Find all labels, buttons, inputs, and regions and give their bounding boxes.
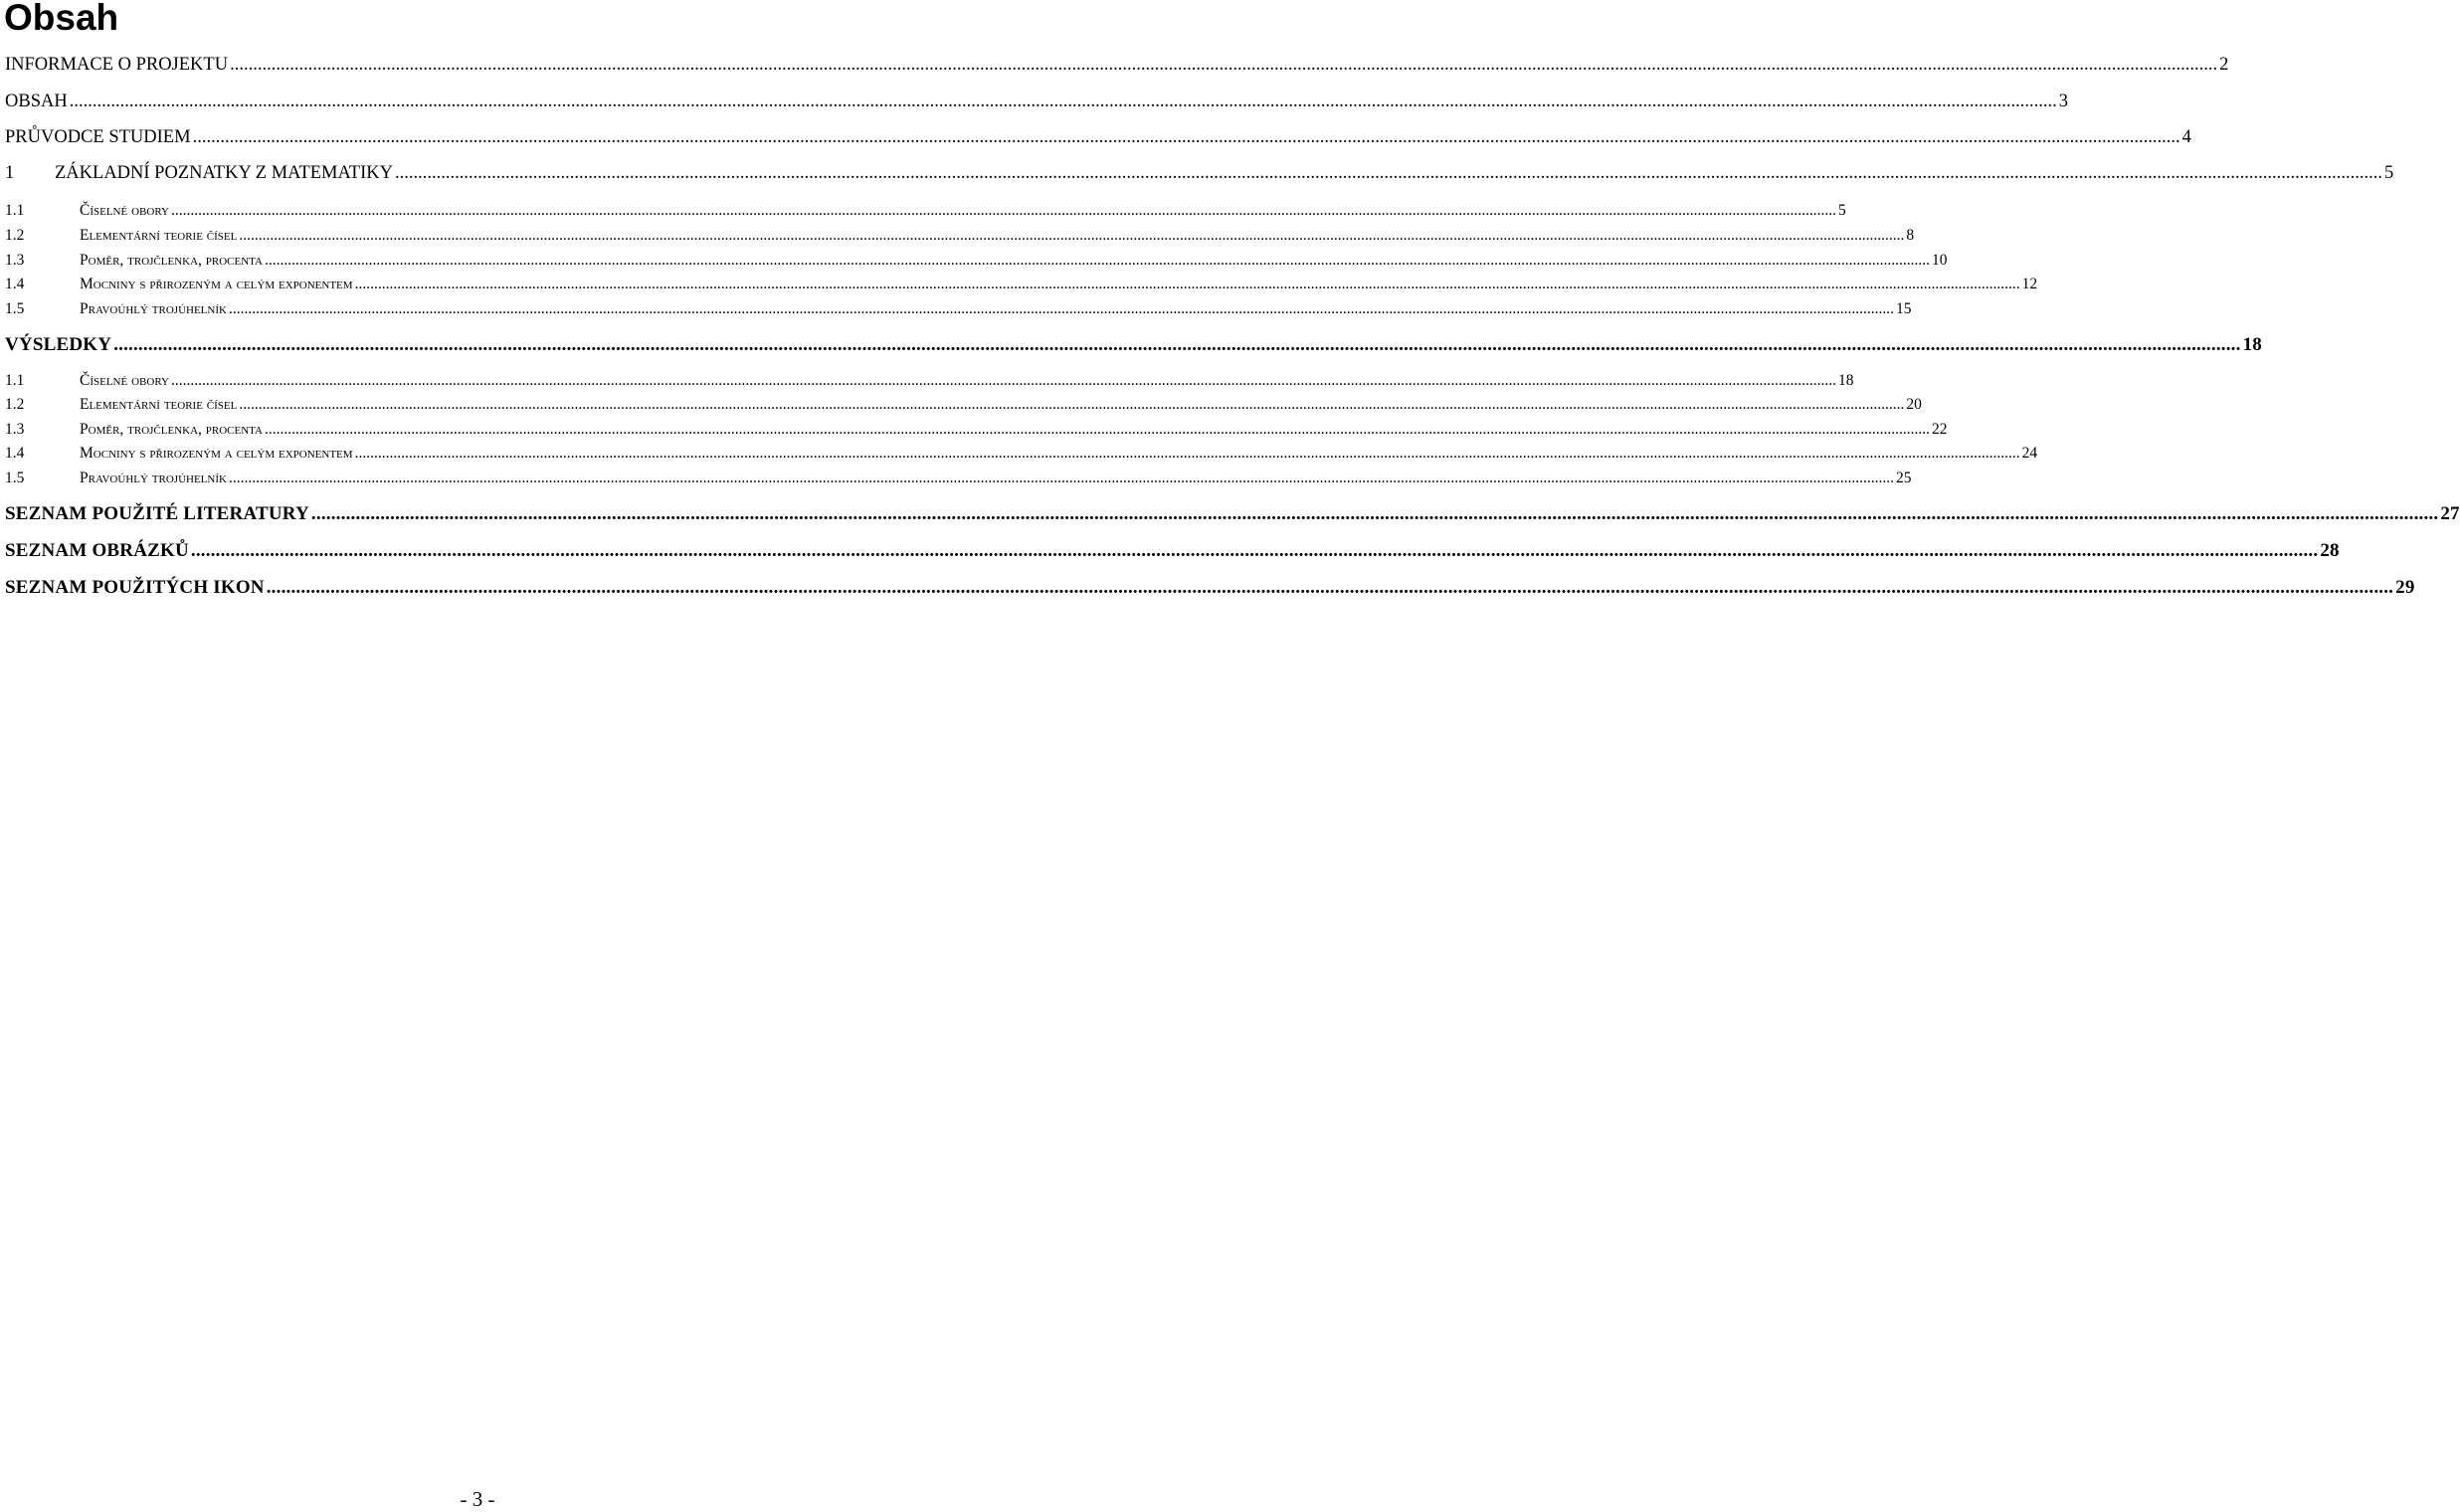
toc-entry-number: 1.1 <box>5 202 25 219</box>
toc-entry-number: 1.3 <box>5 421 25 438</box>
toc-page-number: 12 <box>2021 276 2038 292</box>
toc-leader-dots <box>113 334 2240 356</box>
toc-entry-chapter-1[interactable] <box>5 163 2394 184</box>
toc-page-number: 15 <box>1895 300 1912 317</box>
toc-leader-dots <box>229 300 1894 318</box>
toc-entry-number: 1.5 <box>5 470 25 486</box>
toc-leader-dots <box>171 372 1836 390</box>
toc-entry-label: Číselné obory <box>80 202 169 219</box>
toc-entry-label: Číselné obory <box>80 372 169 389</box>
toc-leader-dots <box>355 276 2020 293</box>
toc-page-number: 8 <box>1906 227 1915 244</box>
toc-entry-vysledky-1-1[interactable] <box>5 372 1854 390</box>
toc-page-number: 5 <box>2384 163 2394 183</box>
toc-entry-label: Pravoúhlý trojúhelník <box>80 470 227 486</box>
toc-entry-1-3[interactable] <box>5 252 1948 270</box>
toc-entry-number: 1.4 <box>5 445 25 462</box>
toc-entry-number: 1 <box>5 163 15 183</box>
toc-entry-ikony[interactable] <box>5 577 2415 599</box>
toc-entry-pruvodce[interactable] <box>5 127 2191 148</box>
toc-leader-dots <box>230 55 2217 76</box>
toc-leader-dots <box>355 445 2020 463</box>
toc-leader-dots <box>395 163 2382 184</box>
toc-entry-1-5[interactable] <box>5 300 1912 318</box>
toc-leader-dots <box>239 227 1904 245</box>
toc-leader-dots <box>311 503 2438 525</box>
toc-entry-vysledky-1-3[interactable] <box>5 421 1948 439</box>
toc-page-number: 10 <box>1931 252 1948 269</box>
toc-entry-1-2[interactable] <box>5 227 1915 245</box>
toc-entry-1-1[interactable] <box>5 202 1846 220</box>
toc-entry-vysledky-1-4[interactable] <box>5 445 2038 463</box>
toc-entry-label: OBSAH <box>5 92 68 111</box>
toc-leader-dots <box>171 202 1836 220</box>
toc-entry-label: Poměr, trojčlenka, procenta <box>80 252 263 269</box>
toc-entry-label: Elementární teorie čísel <box>80 396 238 413</box>
toc-entry-label: SEZNAM POUŽITÝCH IKON <box>5 577 265 598</box>
toc-page-number: 3 <box>2058 92 2068 111</box>
toc-entry-informace[interactable] <box>5 55 2229 76</box>
toc-entry-label: ZÁKLADNÍ POZNATKY Z MATEMATIKY <box>55 163 393 183</box>
toc-entry-number: 1.4 <box>5 276 25 292</box>
toc-leader-dots <box>267 577 2393 599</box>
toc-entry-number: 1.5 <box>5 300 25 317</box>
toc-entry-label: Mocniny s přirozeným a celým exponentem <box>80 445 353 462</box>
toc-page-number: 28 <box>2320 540 2340 561</box>
toc-entry-vysledky-1-2[interactable] <box>5 396 1922 414</box>
toc-entry-label: Poměr, trojčlenka, procenta <box>80 421 263 438</box>
toc-entry-number: 1.2 <box>5 227 25 244</box>
toc-page-number: 18 <box>1838 372 1854 389</box>
page-title: Obsah <box>4 0 119 38</box>
toc-entry-number: 1.2 <box>5 396 25 413</box>
toc-leader-dots <box>193 127 2180 148</box>
toc-entry-label: Pravoúhlý trojúhelník <box>80 300 227 317</box>
toc-entry-number: 1.3 <box>5 252 25 269</box>
toc-entry-vysledky-1-5[interactable] <box>5 470 1912 487</box>
toc-entry-number: 1.1 <box>5 372 25 389</box>
toc-entry-literatura[interactable] <box>5 503 2460 525</box>
toc-entry-obsah[interactable] <box>5 92 2068 112</box>
toc-entry-label: Mocniny s přirozeným a celým exponentem <box>80 276 353 292</box>
toc-page-number: 27 <box>2440 503 2460 524</box>
toc-entry-1-4[interactable] <box>5 276 2038 293</box>
toc-page-number: 5 <box>1838 202 1846 219</box>
toc-page-number: 22 <box>1931 421 1948 438</box>
toc-page-number: 2 <box>2219 55 2229 75</box>
toc-entry-label: SEZNAM OBRÁZKŮ <box>5 540 189 561</box>
toc-leader-dots <box>239 396 1904 414</box>
toc-entry-label: INFORMACE O PROJEKTU <box>5 55 229 75</box>
toc-page-number: 20 <box>1906 396 1922 413</box>
toc-leader-dots <box>191 540 2318 562</box>
toc-entry-label: Elementární teorie čísel <box>80 227 238 244</box>
toc-page-number: 4 <box>2181 127 2191 147</box>
toc-entry-label: SEZNAM POUŽITÉ LITERATURY <box>5 503 309 524</box>
toc-leader-dots <box>265 252 1930 270</box>
toc-entry-vysledky[interactable] <box>5 334 2262 356</box>
toc-page-number: 18 <box>2242 334 2262 355</box>
toc-entry-label: VÝSLEDKY <box>5 334 112 355</box>
toc-page-number: 24 <box>2021 445 2038 462</box>
toc-page-number: 25 <box>1895 470 1912 486</box>
toc-page-number: 29 <box>2395 577 2415 598</box>
toc-leader-dots <box>70 92 2057 112</box>
toc-entry-label: PRŮVODCE STUDIEM <box>5 127 191 147</box>
toc-entry-obrazky[interactable] <box>5 540 2340 562</box>
toc-leader-dots <box>265 421 1930 439</box>
page-number-footer: - 3 - <box>460 1487 495 1511</box>
toc-leader-dots <box>229 470 1894 487</box>
